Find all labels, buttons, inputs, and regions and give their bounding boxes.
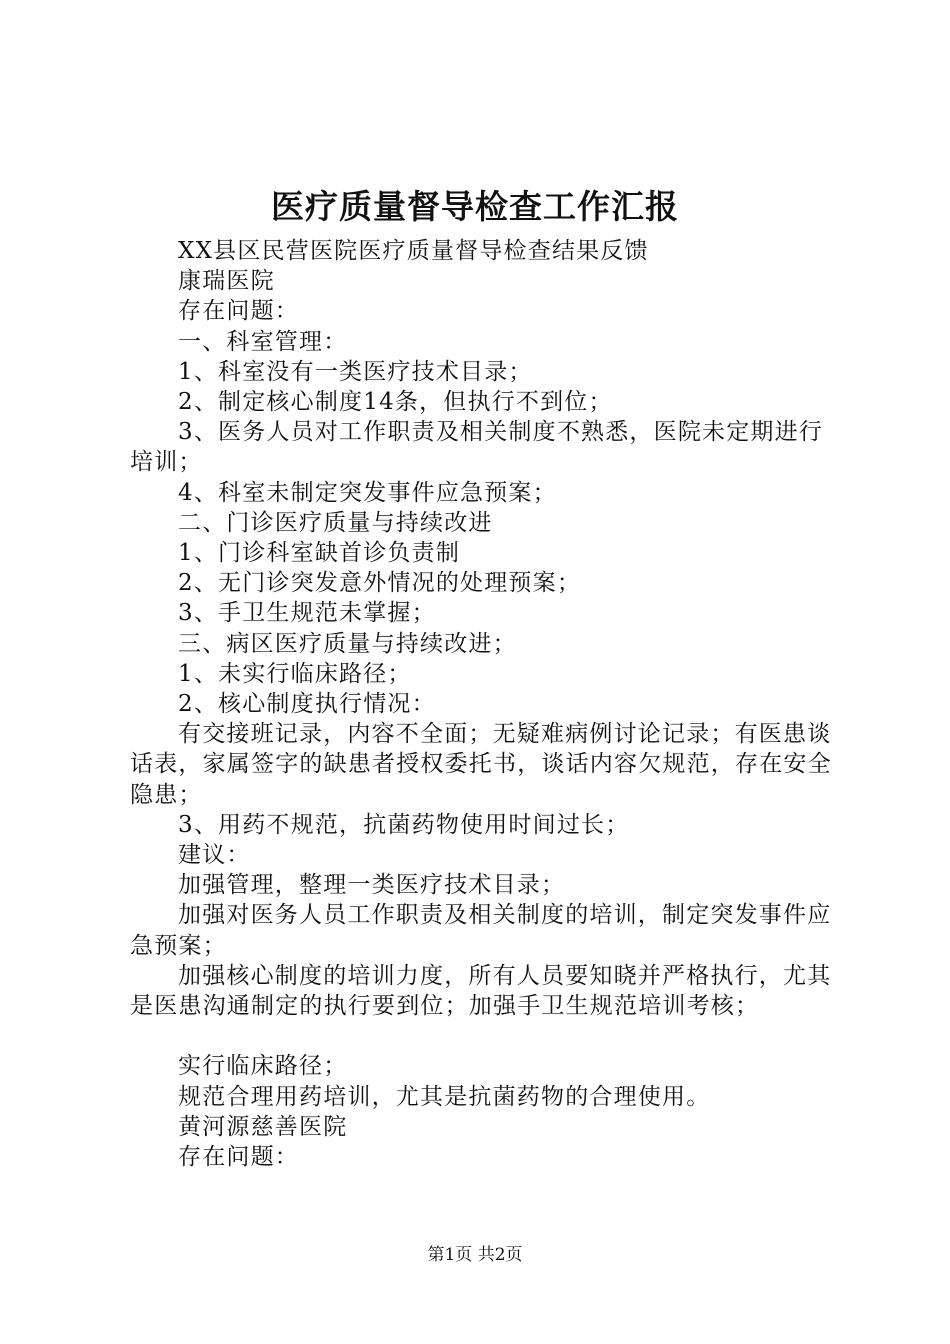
- paragraph: 有交接班记录，内容不全面；无疑难病例讨论记录；有医患谈话表，家属签字的缺患者授权委托书，谈话内容欠规范，存在安全隐患；: [130, 721, 832, 808]
- paragraph: 存在问题：: [178, 1144, 299, 1171]
- paragraph: 2、核心制度执行情况：: [178, 691, 436, 718]
- paragraph: 三、病区医疗质量与持续改进；: [178, 630, 517, 657]
- paragraph: 3、手卫生规范未掌握；: [178, 600, 436, 627]
- paragraph: 加强对医务人员工作职责及相关制度的培训，制定突发事件应急预案；: [130, 902, 832, 959]
- paragraph: 1、未实行临床路径；: [178, 660, 412, 687]
- paragraph: 一、科室管理：: [178, 328, 348, 355]
- paragraph: 存在问题：: [178, 298, 299, 325]
- page-number: 第1页 共2页: [427, 1245, 523, 1265]
- paragraph: 2、制定核心制度14条，但执行不到位；: [178, 389, 613, 416]
- paragraph: 规范合理用药培训，尤其是抗菌药物的合理使用。: [178, 1083, 711, 1110]
- paragraph: XX县区民营医院医疗质量督导检查结果反馈: [178, 238, 649, 264]
- paragraph: 4、科室未制定突发事件应急预案；: [178, 479, 557, 506]
- document-body: [130, 236, 832, 1172]
- paragraph: 建议：: [178, 842, 251, 869]
- paragraph: 3、医务人员对工作职责及相关制度不熟悉，医院未定期进行培训；: [130, 419, 824, 476]
- paragraph: 二、门诊医疗质量与持续改进: [178, 509, 493, 536]
- paragraph: 加强核心制度的培训力度，所有人员要知晓并严格执行，尤其是医患沟通制定的执行要到位；加强手卫生规范培训考核；: [130, 962, 832, 1020]
- paragraph: 实行临床路径；: [178, 1053, 348, 1080]
- paragraph: 1、科室没有一类医疗技术目录；: [178, 358, 533, 385]
- paragraph: 3、用药不规范，抗菌药物使用时间过长；: [178, 811, 630, 838]
- paragraph: 加强管理，整理一类医疗技术目录；: [178, 872, 566, 899]
- paragraph: 1、门诊科室缺首诊负责制: [178, 540, 461, 567]
- blank-line: [130, 1021, 832, 1051]
- document-title: 医疗质量督导检查工作汇报: [271, 187, 679, 226]
- paragraph: 康瑞医院: [178, 268, 275, 295]
- paragraph: 黄河源慈善医院: [178, 1113, 348, 1140]
- paragraph: 2、无门诊突发意外情况的处理预案；: [178, 570, 582, 597]
